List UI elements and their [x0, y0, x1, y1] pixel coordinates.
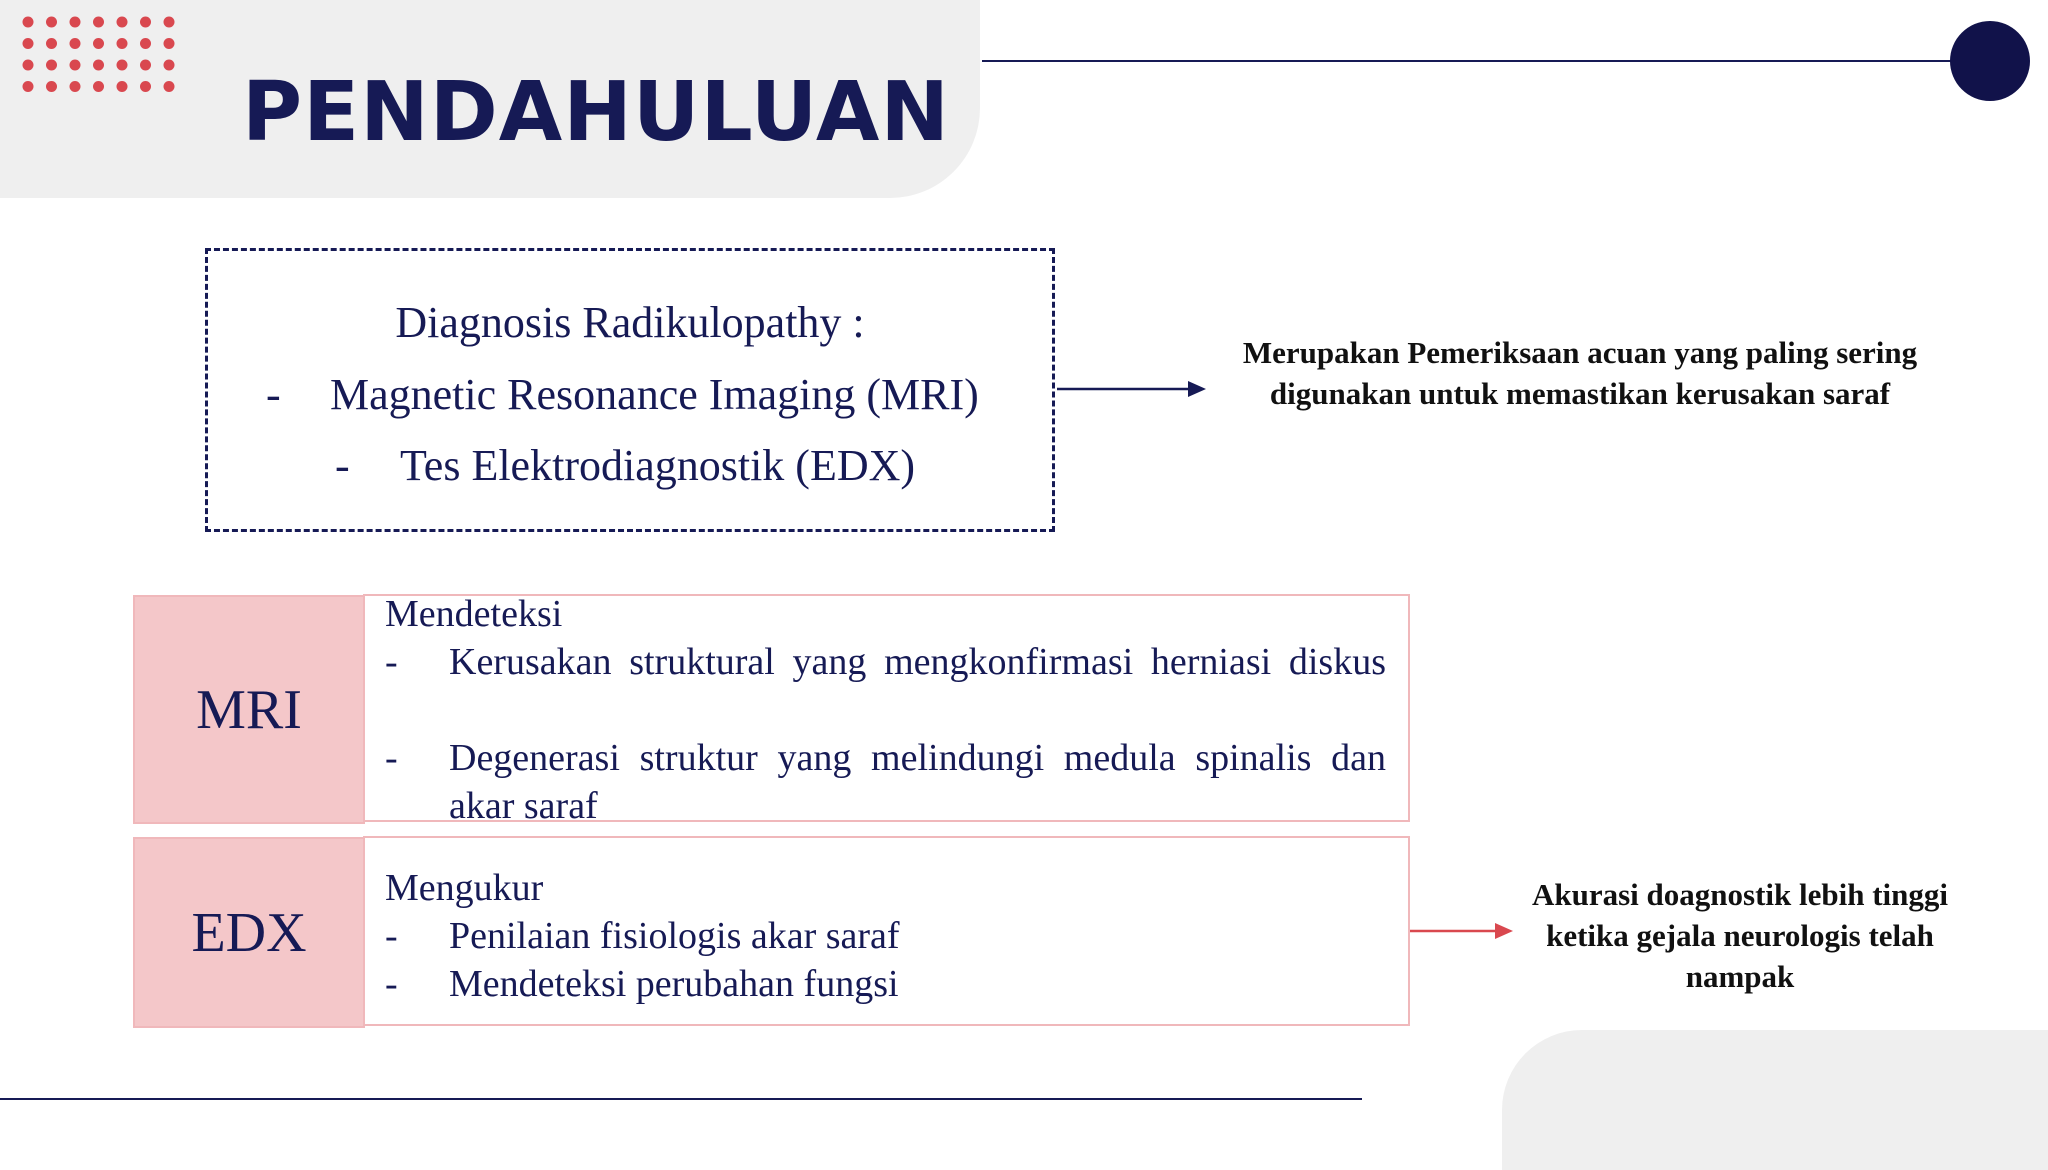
decorative-dot: [46, 17, 57, 28]
diagnosis-box: [205, 248, 1055, 532]
decorative-dot: [93, 38, 104, 49]
page-title: PENDAHULUAN: [242, 65, 950, 160]
reference-description: Merupakan Pemeriksaan acuan yang paling sering digunakan untuk memastikan kerusakan saraf: [1242, 335, 1918, 411]
decorative-dot: [117, 38, 128, 49]
decorative-dot: [93, 81, 104, 92]
decorative-dot: [70, 81, 81, 92]
decorative-dot: [70, 60, 81, 71]
edx-heading: Mengukur: [385, 867, 544, 909]
edx-bullet-1: Penilaian fisiologis akar saraf: [449, 915, 900, 957]
decorative-dot: [70, 38, 81, 49]
decorative-dot: [23, 60, 34, 71]
decorative-dot: [46, 60, 57, 71]
decorative-dot: [140, 17, 151, 28]
bullet-dash: -: [385, 915, 398, 957]
diagnosis-heading: Diagnosis Radikulopathy :: [395, 298, 865, 347]
decorative-dot: [46, 81, 57, 92]
decorative-dot: [93, 17, 104, 28]
decorative-dot: [140, 38, 151, 49]
top-divider-line: [982, 60, 1987, 62]
bullet-dash: -: [385, 963, 398, 1005]
mri-bullet-1: Kerusakan struktural yang mengkonfirmasi herniasi diskus: [449, 641, 1386, 683]
mri-bullet-2: Degenerasi struktur yang melindungi medula spinalis dan akar saraf: [449, 737, 1386, 827]
decorative-dot-grid: [22, 16, 178, 92]
diagnosis-item-edx: Tes Elektrodiagnostik (EDX): [400, 441, 916, 490]
decorative-dot: [164, 60, 175, 71]
corner-panel: [1502, 1030, 2048, 1170]
decorative-dot: [70, 17, 81, 28]
diagnosis-arrow-head: [1188, 381, 1206, 397]
decorative-dot: [23, 81, 34, 92]
diagnosis-item-dash: -: [266, 370, 281, 419]
decorative-dot: [117, 17, 128, 28]
decorative-dot: [46, 38, 57, 49]
diagnosis-item-mri: Magnetic Resonance Imaging (MRI): [330, 370, 979, 419]
decorative-dot: [117, 81, 128, 92]
decorative-dot: [140, 60, 151, 71]
mri-content-box: [363, 593, 1410, 827]
diagnosis-item-dash: -: [335, 441, 350, 490]
decorative-dot: [117, 60, 128, 71]
edx-content-box: [363, 836, 1410, 1026]
decorative-dot: [23, 17, 34, 28]
bottom-divider-line: [0, 1098, 1362, 1100]
edx-bullet-2: Mendeteksi perubahan fungsi: [449, 963, 899, 1005]
decorative-dot: [164, 81, 175, 92]
decorative-dot: [164, 38, 175, 49]
decorative-dot: [93, 60, 104, 71]
edx-accuracy-description: Akurasi doagnostik lebih tinggi ketika gejala neurologis telah nampak: [1531, 877, 1949, 994]
decorative-dot: [140, 81, 151, 92]
bullet-dash: -: [385, 641, 398, 683]
decorative-dot: [23, 38, 34, 49]
decorative-dot: [164, 17, 175, 28]
mri-heading: Mendeteksi: [385, 593, 563, 635]
decorative-circle: [1950, 21, 2030, 101]
edx-label-cell: EDX: [133, 837, 365, 1028]
bullet-dash: -: [385, 737, 398, 779]
mri-label-cell: MRI: [133, 595, 365, 824]
